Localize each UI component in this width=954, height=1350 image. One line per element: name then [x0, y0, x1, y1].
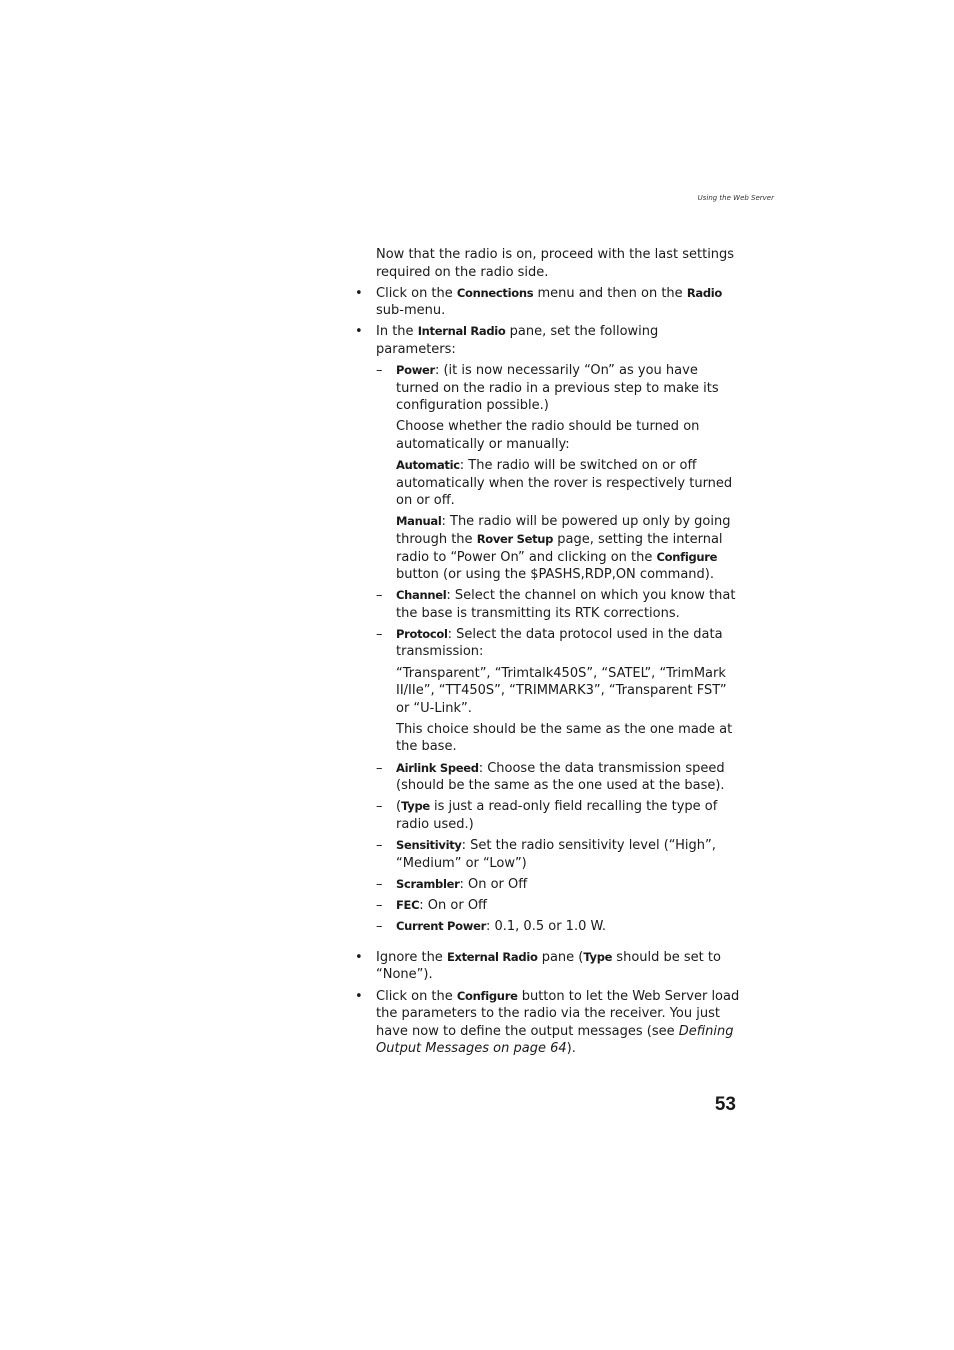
menu-connections: Connections [456, 285, 534, 300]
pane-internal-radio: Internal Radio [417, 324, 506, 339]
bullet-internal-radio: • In the Internal Radio pane, set the following parameters: [355, 324, 659, 357]
bullet-connections: • Click on the Connections menu and then on the Radio sub-menu. [355, 285, 723, 319]
intro-paragraph: Now that the radio is on, proceed with the last settings required on the radio side. [376, 247, 735, 280]
dash-mark: – [376, 897, 383, 913]
param-power: – Power: (it is now necessarily “On” as you have turned on the radio in a previous step to make its configuration possible.) [376, 363, 719, 414]
param-fec: – FEC: On or Off [376, 897, 488, 913]
dash-mark: – [376, 918, 383, 934]
param-channel: – Channel: Select the channel on which you know that the base is transmitting its RTK corrections. [376, 588, 736, 621]
power-automatic: Automatic: The radio will be switched on or off automatically when the rover is respectively turned on or off. [396, 458, 733, 509]
dash-mark: – [376, 876, 383, 892]
dash-mark: – [376, 799, 383, 815]
page-number: 53 [714, 1094, 736, 1115]
param-sensitivity: – Sensitivity: Set the radio sensitivity level (“High”, “Medium” or “Low”) [376, 837, 716, 871]
dash-mark: – [376, 588, 383, 604]
param-scrambler: – Scrambler: On or Off [376, 876, 528, 892]
protocol-note: This choice should be the same as the one made at the base. [396, 721, 733, 755]
running-header: Using the Web Server [697, 194, 774, 202]
bullet-mark: • [355, 949, 363, 965]
dash-mark: – [376, 760, 383, 776]
menu-radio: Radio [686, 285, 723, 300]
param-protocol: – Protocol: Select the data protocol used in the data transmission: [376, 626, 723, 660]
param-current-power: – Current Power: 0.1, 0.5 or 1.0 W. [376, 918, 606, 934]
param-airlink-speed: – Airlink Speed: Choose the data transmission speed (should be the same as the one used at the base). [376, 760, 725, 794]
bullet-mark: • [355, 988, 363, 1004]
param-type: – (Type is just a read-only field recalling the type of radio used.) [376, 799, 718, 832]
bullet-mark: • [355, 324, 363, 340]
bullet-mark: • [355, 285, 363, 301]
power-manual: Manual: The radio will be powered up only by going through the Rover Setup page, setting the internal radio to “Power On” and clicking on the Configure button (or using the $PASHS,RDP,ON command). [396, 514, 731, 583]
cross-reference-link[interactable]: Defining Output Messages on page 64 [376, 1023, 734, 1057]
dash-mark: – [376, 837, 383, 853]
dash-mark: – [376, 363, 383, 379]
body-column [355, 246, 740, 1061]
bullet-external-radio: • Ignore the External Radio pane (Type should be set to “None”). [355, 949, 721, 983]
protocol-options: “Transparent”, “Trimtalk450S”, “SATEL”, “TrimMark II/IIe”, “TT450S”, “TRIMMARK3”, “Transparent FST” or “U-Link”. [396, 665, 727, 716]
bullet-configure: • Click on the Configure button to let the Web Server load the parameters to the radio via the receiver. You just have now to define the output messages (see Defining Output Messages on page 64). [355, 988, 740, 1057]
power-choose: Choose whether the radio should be turned on automatically or manually: [396, 419, 700, 452]
dash-mark: – [376, 626, 383, 642]
